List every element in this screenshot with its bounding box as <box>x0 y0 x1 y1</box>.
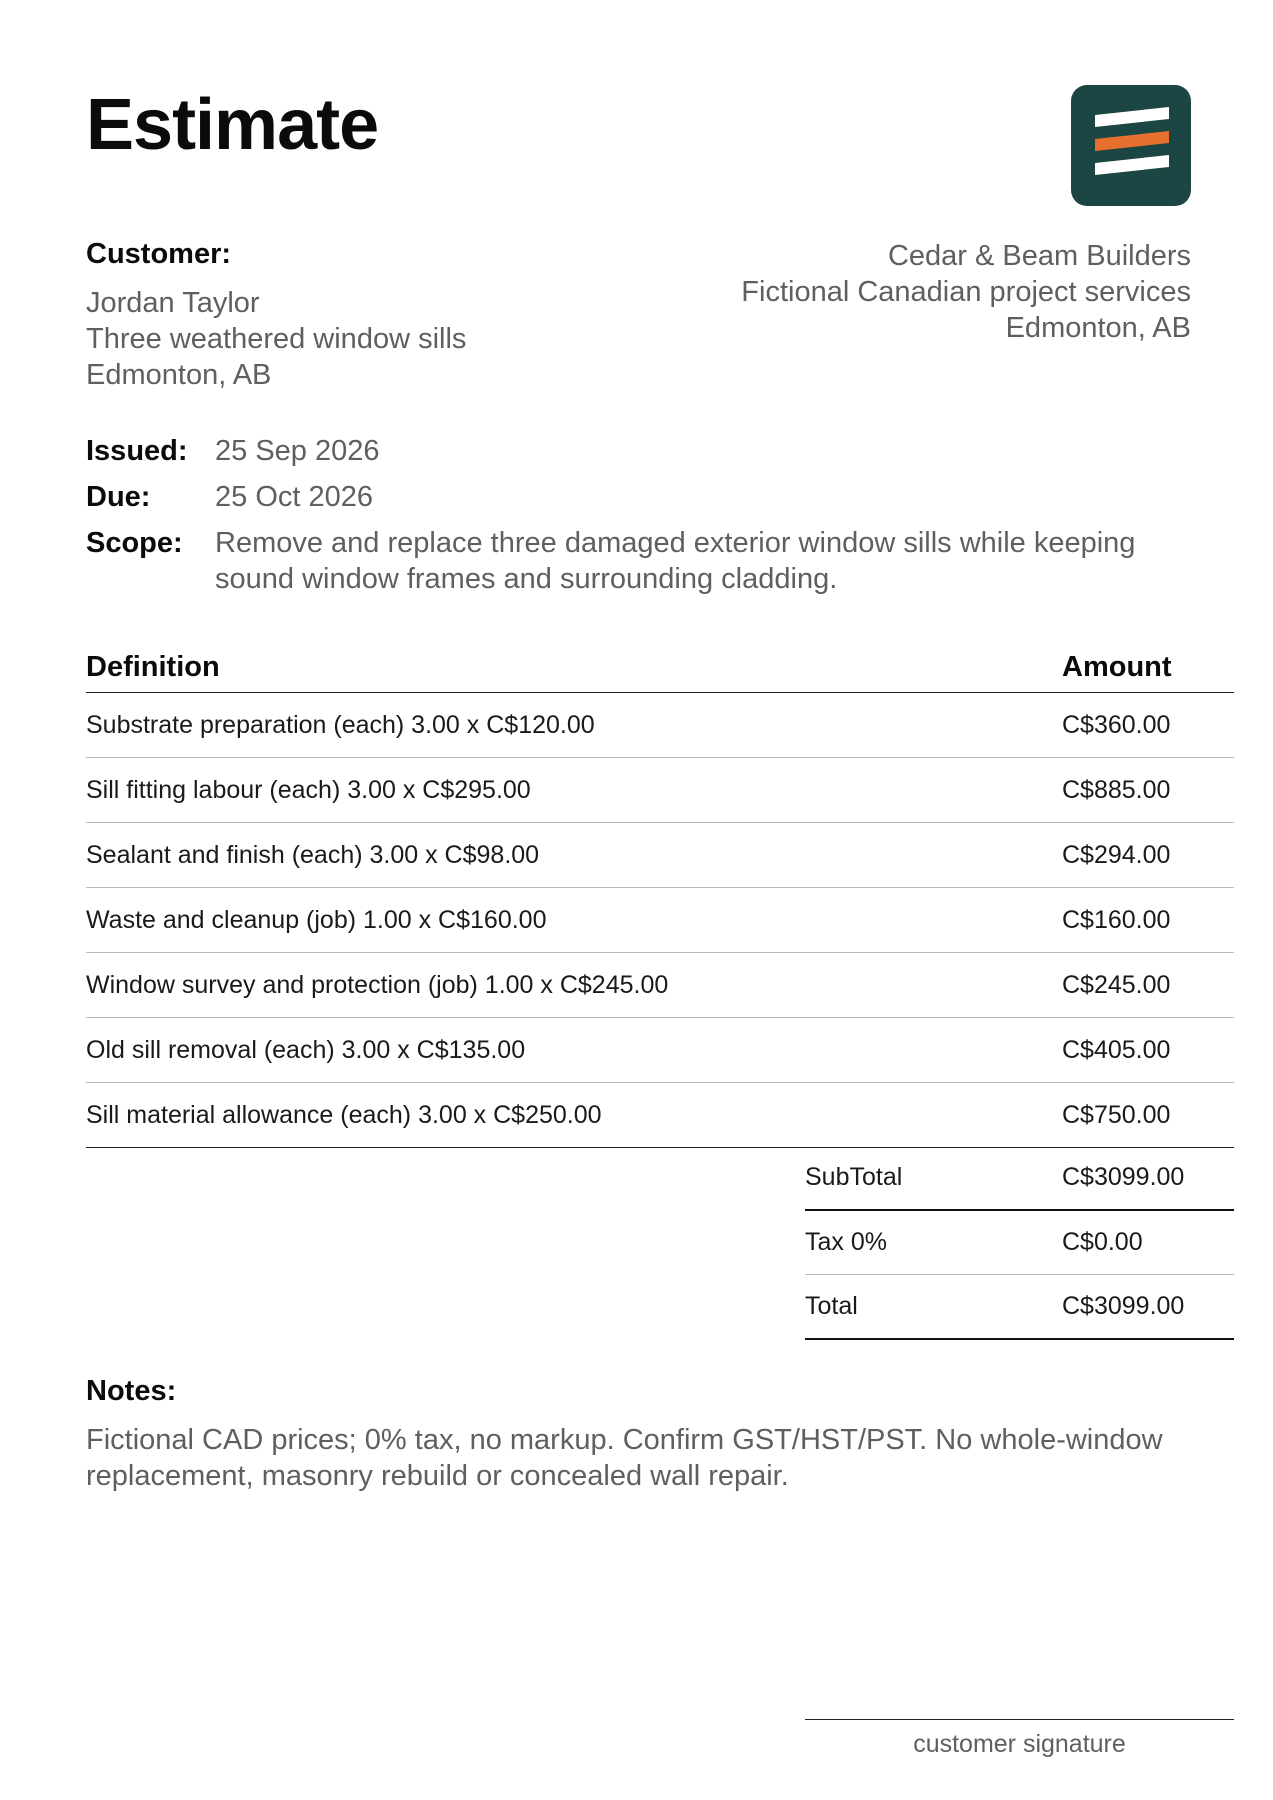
item-amount: C$160.00 <box>1062 905 1171 934</box>
total-row <box>805 1275 1234 1340</box>
subtotal-label: SubTotal <box>805 1163 903 1191</box>
tax-row <box>805 1211 1234 1275</box>
customer-name: Jordan Taylor <box>86 287 260 319</box>
issued-date: 25 Sep 2026 <box>215 435 380 467</box>
totals-block <box>805 1146 1234 1340</box>
item-amount: C$750.00 <box>1062 1100 1171 1129</box>
total-label: Total <box>805 1292 858 1320</box>
page-title: Estimate <box>86 85 379 165</box>
item-definition: Sealant and finish (each) 3.00 x C$98.00 <box>86 840 540 869</box>
notes-text: Fictional CAD prices; 0% tax, no markup. Confirm GST/HST/PST. No whole-window replacement, masonry rebuild or concealed wall repair. <box>86 1424 1163 1492</box>
company-name: Cedar & Beam Builders <box>887 240 1191 272</box>
tax-label: Tax 0% <box>805 1228 887 1256</box>
customer-block <box>86 238 466 393</box>
notes-block <box>86 1375 1236 1494</box>
item-amount: C$245.00 <box>1062 970 1171 999</box>
table-row <box>86 693 1234 758</box>
item-definition: Window survey and protection (job) 1.00 x C$245.00 <box>86 970 669 999</box>
scope-text: Remove and replace three damaged exterior window sills while keeping sound window frames and surrounding cladding. <box>215 527 1136 595</box>
subtotal-value: C$3099.00 <box>1062 1163 1185 1191</box>
company-location: Edmonton, AB <box>1005 312 1191 344</box>
issued-row <box>86 433 1206 469</box>
company-block <box>741 238 1191 346</box>
line-items-table <box>86 651 1234 1148</box>
table-row <box>86 888 1234 953</box>
item-definition: Sill material allowance (each) 3.00 x C$250.00 <box>86 1100 602 1129</box>
due-date: 25 Oct 2026 <box>215 481 373 513</box>
table-row <box>86 1018 1234 1083</box>
customer-project: Three weathered window sills <box>86 323 467 355</box>
issued-label: Issued: <box>86 435 188 467</box>
table-header <box>86 651 1234 693</box>
item-amount: C$885.00 <box>1062 775 1171 804</box>
signature-label: customer signature <box>913 1730 1126 1758</box>
scope-row <box>86 525 1206 597</box>
item-amount: C$405.00 <box>1062 1035 1171 1064</box>
item-definition: Old sill removal (each) 3.00 x C$135.00 <box>86 1035 526 1064</box>
definition-header: Definition <box>86 651 220 683</box>
item-amount: C$360.00 <box>1062 710 1171 739</box>
table-row <box>86 1083 1234 1148</box>
total-value: C$3099.00 <box>1062 1292 1185 1320</box>
due-label: Due: <box>86 481 151 513</box>
item-definition: Substrate preparation (each) 3.00 x C$120.00 <box>86 710 595 739</box>
item-definition: Sill fitting labour (each) 3.00 x C$295.00 <box>86 775 531 804</box>
table-row <box>86 823 1234 888</box>
amount-header: Amount <box>1062 651 1172 683</box>
scope-label: Scope: <box>86 527 183 559</box>
due-row <box>86 479 1206 515</box>
signature-block <box>805 1719 1234 1759</box>
signature-line <box>805 1719 1234 1720</box>
tax-value: C$0.00 <box>1062 1228 1143 1256</box>
company-logo-icon <box>1071 85 1191 206</box>
estimate-meta <box>86 433 1206 607</box>
item-amount: C$294.00 <box>1062 840 1171 869</box>
notes-label: Notes: <box>86 1375 177 1407</box>
customer-label: Customer: <box>86 238 232 270</box>
table-row <box>86 758 1234 823</box>
table-row <box>86 953 1234 1018</box>
customer-location: Edmonton, AB <box>86 359 272 391</box>
item-definition: Waste and cleanup (job) 1.00 x C$160.00 <box>86 905 547 934</box>
company-tagline: Fictional Canadian project services <box>741 276 1191 308</box>
subtotal-row <box>805 1146 1234 1211</box>
